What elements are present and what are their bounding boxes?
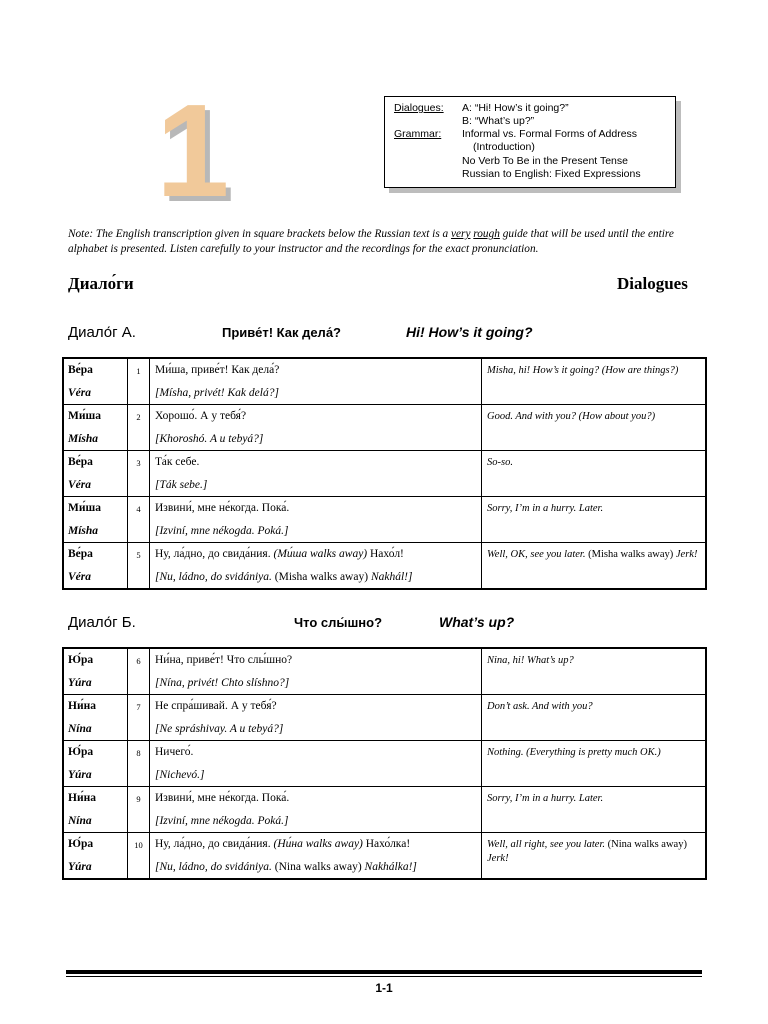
section-title-russian: Диало́ги bbox=[68, 274, 134, 293]
russian-line: Ни́на, приве́т! Что слы́шно? bbox=[155, 654, 293, 666]
footer-rule-thin bbox=[66, 976, 702, 977]
table-row bbox=[63, 497, 706, 543]
russian-line-end: Нахо́л! bbox=[367, 548, 404, 560]
russian-cell bbox=[150, 405, 482, 451]
english-translation: Nina, hi! What’s up? bbox=[482, 648, 707, 695]
speaker-name: Ве́ра bbox=[68, 364, 93, 376]
dialogue-a-table bbox=[62, 357, 707, 590]
note-emphasis-very: very bbox=[451, 228, 471, 240]
russian-cell bbox=[150, 358, 482, 405]
transliteration-line: [Ne spráshivay. A u tebyá?] bbox=[155, 723, 284, 735]
table-row bbox=[63, 543, 706, 590]
stage-direction: (Nina walks away) bbox=[274, 861, 362, 873]
russian-cell bbox=[150, 741, 482, 787]
russian-line: Та́к себе. bbox=[155, 456, 200, 468]
line-number: 2 bbox=[128, 405, 150, 451]
speaker-name: Ве́ра bbox=[68, 548, 93, 560]
english-translation bbox=[482, 833, 707, 880]
english-translation: Misha, hi! How’s it going? (How are things?) bbox=[482, 358, 707, 405]
note-emphasis-rough: rough bbox=[473, 228, 500, 240]
speaker-cell bbox=[63, 787, 128, 833]
speaker-transliteration: Véra bbox=[68, 571, 91, 583]
speaker-transliteration: Mísha bbox=[68, 433, 99, 445]
russian-line: Извини́, мне не́когда. Пока́. bbox=[155, 502, 290, 514]
line-number: 5 bbox=[128, 543, 150, 590]
speaker-name: Ми́ша bbox=[68, 410, 101, 422]
transliteration-text: [Nu, ládno, do svidániya. bbox=[155, 571, 275, 583]
speaker-name: Ми́ша bbox=[68, 502, 101, 514]
stage-direction: (Misha walks away) bbox=[274, 571, 369, 583]
english-text: Well, all right, see you later. bbox=[487, 839, 608, 850]
dialogue-b-table bbox=[62, 647, 707, 880]
page-number: 1-1 bbox=[375, 981, 393, 995]
line-number: 4 bbox=[128, 497, 150, 543]
note-text: Note: The English transcription given in square brackets below the Russian text is a bbox=[68, 228, 452, 240]
russian-line: Ничего́. bbox=[155, 746, 194, 758]
dialogues-label: Dialogues: bbox=[394, 102, 444, 114]
english-translation: Don’t ask. And with you? bbox=[482, 695, 707, 741]
english-translation: Sorry, I’m in a hurry. Later. bbox=[482, 497, 707, 543]
dialogue-b-summary: B: “What’s up?” bbox=[462, 115, 535, 127]
russian-line bbox=[155, 833, 481, 856]
english-end: Jerk! bbox=[673, 549, 698, 560]
speaker-transliteration: Nína bbox=[68, 723, 92, 735]
table-row bbox=[63, 695, 706, 741]
speaker-name: Ве́ра bbox=[68, 456, 93, 468]
english-translation: Nothing. (Everything is pretty much OK.) bbox=[482, 741, 707, 787]
english-translation bbox=[482, 543, 707, 590]
stage-direction: (Misha walks away) bbox=[588, 549, 674, 560]
transliteration-line bbox=[155, 856, 481, 878]
speaker-cell bbox=[63, 833, 128, 880]
transliteration-end: Nakhálka!] bbox=[361, 861, 417, 873]
speaker-cell bbox=[63, 695, 128, 741]
table-row bbox=[63, 787, 706, 833]
russian-cell bbox=[150, 497, 482, 543]
transliteration-line: [Nína, privét! Chto slíshno?] bbox=[155, 677, 290, 689]
line-number: 3 bbox=[128, 451, 150, 497]
russian-cell bbox=[150, 695, 482, 741]
speaker-cell bbox=[63, 358, 128, 405]
speaker-name: Ни́на bbox=[68, 792, 96, 804]
dialogue-a-summary: A: “Hi! How’s it going?” bbox=[462, 102, 569, 114]
speaker-cell bbox=[63, 451, 128, 497]
table-row bbox=[63, 833, 706, 880]
speaker-transliteration: Véra bbox=[68, 479, 91, 491]
table-row bbox=[63, 648, 706, 695]
transliteration-line: [Izviní, mne nékogda. Poká.] bbox=[155, 525, 289, 537]
russian-cell bbox=[150, 833, 482, 880]
english-translation: Sorry, I’m in a hurry. Later. bbox=[482, 787, 707, 833]
grammar-item-3: Russian to English: Fixed Expressions bbox=[462, 168, 641, 180]
transliteration-line: [Khoroshó. A u tebyá?] bbox=[155, 433, 264, 445]
dialogue-b-name: Диало́г Б. bbox=[68, 614, 136, 631]
footer-rule bbox=[66, 970, 702, 974]
grammar-item-1: Informal vs. Formal Forms of Address bbox=[462, 128, 638, 140]
transliteration-line: [Ták sebe.] bbox=[155, 479, 208, 491]
english-translation: So-so. bbox=[482, 451, 707, 497]
speaker-cell bbox=[63, 405, 128, 451]
speaker-transliteration: Mísha bbox=[68, 525, 99, 537]
speaker-name: Ю́ра bbox=[68, 838, 94, 850]
transliteration-end: Nakhál!] bbox=[368, 571, 413, 583]
dialogue-a-title-russian: Приве́т! Как дела́? bbox=[222, 325, 341, 340]
line-number: 8 bbox=[128, 741, 150, 787]
table-row bbox=[63, 358, 706, 405]
lesson-number-graphic: 1 bbox=[156, 77, 230, 224]
speaker-name: Ни́на bbox=[68, 700, 96, 712]
line-number: 10 bbox=[128, 833, 150, 880]
transliteration-line: [Izviní, mne nékogda. Poká.] bbox=[155, 815, 289, 827]
russian-cell bbox=[150, 451, 482, 497]
transcription-note bbox=[68, 227, 702, 257]
transliteration-line bbox=[155, 566, 481, 588]
line-number: 1 bbox=[128, 358, 150, 405]
line-number: 7 bbox=[128, 695, 150, 741]
transliteration-line: [Nichevó.] bbox=[155, 769, 205, 781]
table-row bbox=[63, 405, 706, 451]
transliteration-text: [Nu, ládno, do svidániya. bbox=[155, 861, 275, 873]
speaker-name: Ю́ра bbox=[68, 654, 94, 666]
dialogue-b-title-english: What’s up? bbox=[439, 614, 515, 630]
russian-line: Извини́, мне не́когда. Пока́. bbox=[155, 792, 290, 804]
line-number: 9 bbox=[128, 787, 150, 833]
speaker-cell bbox=[63, 648, 128, 695]
speaker-transliteration: Yúra bbox=[68, 677, 92, 689]
english-text: Well, OK, see you later. bbox=[487, 549, 589, 560]
speaker-cell bbox=[63, 543, 128, 590]
note-text-continued: guide that will be used until the entire alphabet is presented. Listen carefully to your instructor and the recordings for the exact pronunciation. bbox=[68, 228, 674, 255]
russian-cell bbox=[150, 543, 482, 590]
russian-line: Хорошо́. А у тебя́? bbox=[155, 410, 247, 422]
grammar-item-1-sub: (Introduction) bbox=[473, 141, 535, 153]
russian-line-text: Ну, ла́дно, до свида́ния. bbox=[155, 838, 274, 850]
russian-cell bbox=[150, 787, 482, 833]
stage-direction: (Nina walks away) bbox=[607, 839, 687, 850]
grammar-item-2: No Verb To Be in the Present Tense bbox=[462, 155, 628, 167]
speaker-cell bbox=[63, 741, 128, 787]
speaker-transliteration: Véra bbox=[68, 387, 91, 399]
section-title-english: Dialogues bbox=[617, 274, 688, 293]
speaker-transliteration: Nína bbox=[68, 815, 92, 827]
dialogue-b-title-russian: Что слы́шно? bbox=[294, 615, 383, 630]
speaker-name: Ю́ра bbox=[68, 746, 94, 758]
line-number: 6 bbox=[128, 648, 150, 695]
lesson-summary-box bbox=[384, 96, 676, 188]
speaker-cell bbox=[63, 497, 128, 543]
speaker-transliteration: Yúra bbox=[68, 769, 92, 781]
transliteration-line: [Mísha, privét! Kak delá?] bbox=[155, 387, 279, 399]
english-translation: Good. And with you? (How about you?) bbox=[482, 405, 707, 451]
russian-cell bbox=[150, 648, 482, 695]
russian-line-text: Ну, ла́дно, до свида́ния. bbox=[155, 548, 274, 560]
dialogue-a-title-english: Hi! How’s it going? bbox=[406, 324, 533, 340]
russian-line bbox=[155, 543, 481, 566]
dialogue-a-name: Диало́г А. bbox=[68, 324, 136, 341]
russian-line: Не спра́шивай. А у тебя́? bbox=[155, 700, 277, 712]
russian-line: Ми́ша, приве́т! Как дела́? bbox=[155, 364, 280, 376]
stage-direction: (Ни́на walks away) bbox=[273, 838, 363, 850]
russian-line-end: Нахо́лка! bbox=[362, 838, 411, 850]
speaker-transliteration: Yúra bbox=[68, 861, 92, 873]
english-end: Jerk! bbox=[487, 852, 509, 864]
table-row bbox=[63, 451, 706, 497]
stage-direction: (Ми́ша walks away) bbox=[273, 548, 368, 560]
table-row bbox=[63, 741, 706, 787]
lesson-title-graphic bbox=[96, 77, 296, 224]
grammar-label: Grammar: bbox=[394, 128, 442, 140]
